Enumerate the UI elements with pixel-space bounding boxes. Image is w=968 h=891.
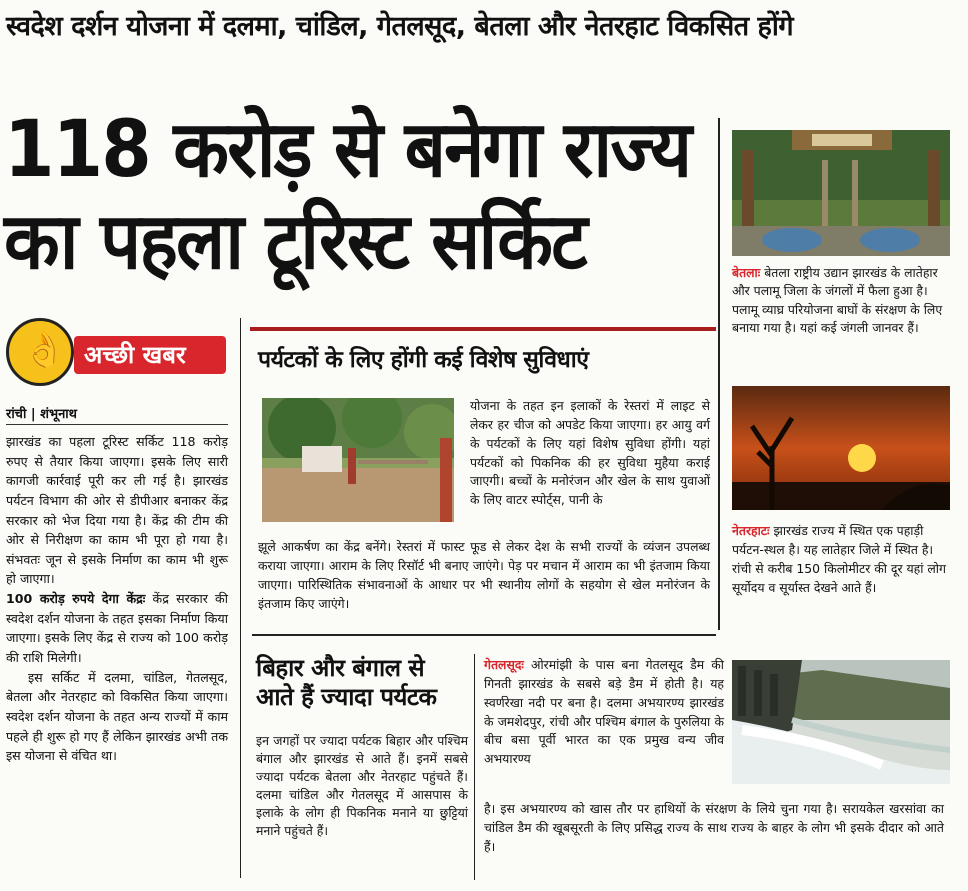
betla-text: बेतला राष्ट्रीय उद्यान झारखंड के लातेहार और पलामू जिला के जंगलों में फैला हुआ है। पलामू व्याघ्र परियोजना बाघों के संरक्षण के लिए बनाया गया है। यहां कई जंगली जानवर हैं। <box>732 265 943 336</box>
left-paragraph-2-lead: 100 करोड़ रुपये देगा केंद्रः <box>6 591 146 607</box>
getalsud-text <box>484 656 724 769</box>
getalsud-text-wide: है। इस अभयारण्य को खास तौर पर हाथियों के संरक्षण के लिये चुना गया है। सरायकेल खरसांवा का चांडिल डैम की खूबसूरती के लिए प्रसिद्ध राज्य के साथ राज्य के बाहर के लोग भी इसके दीदार को आते हैं। <box>484 801 944 854</box>
getalsud-label: गेतलसूदः <box>484 657 524 672</box>
column-rule-right <box>718 118 720 630</box>
netarhat-caption <box>732 522 950 597</box>
good-news-badge: अच्छी खबर <box>74 336 226 374</box>
left-paragraph-1: झारखंड का पहला टूरिस्ट सर्किट 118 करोड़ रुपए से तैयार किया जाएगा। इसके लिए सारी कागजी कार्रवाई पूरी कर ली गई है। झारखंड पर्यटन विभाग की ओर से डीपीआर बनाकर केंद्र सरकार को भेज दिया गया है। केंद्र की टीम की ओर से निरीक्षण का काम भी पूरा हो गया है। संभवतः जून से इसके निर्माण का काम भी शुरू हो जाएगा। <box>6 434 228 587</box>
betla-caption <box>732 264 950 337</box>
left-paragraph-2-text: केंद्र सरकार की स्वदेश दर्शन योजना के तहत इसका निर्माण किया जाएगा। इसके लिए केंद्र से राज्य को 100 करोड़ की राशि मिलेगी। <box>6 591 228 666</box>
headline <box>4 104 691 288</box>
section-top-bar <box>250 327 716 331</box>
betla-label: बेतलाः <box>732 265 761 280</box>
gate-photo <box>262 398 454 522</box>
bihar-heading: बिहार और बंगाल से आते हैं ज्यादा पर्यटक <box>256 654 437 711</box>
facilities-text-narrow: योजना के तहत इन इलाकों के रेस्तरां में लाइट से लेकर हर चीज को अपडेट किया जाएगा। हर आयु वर्ग के पर्यटकों के लिए यहां विशेष सुविधा होंगी। यहां पर्यटकों को पिकनिक की हर सुविधा मुहैया कराई जाएगी। बच्चों के मनोरंजन और खेल के साथ युवाओं के लिए वाटर स्पोर्ट्स, पानी के <box>470 398 710 508</box>
left-paragraph-3: इस सर्किट में दलमा, चांडिल, गेतलसूद, बेतला और नेतरहाट को विकसित किया जाएगा। स्वदेश दर्शन योजना के तहत अन्य राज्यों में काम पहले ही शुरू हो गए हैं लेकिन झारखंड अभी तक इस योजना से वंचित था। <box>6 669 228 764</box>
headline-line-1: 118 करोड़ से बनेगा राज्य <box>4 105 691 195</box>
section-divider <box>252 634 716 636</box>
facilities-heading: पर्यटकों के लिए होंगी कई विशेष सुविधाएं <box>258 347 589 373</box>
netarhat-text: झारखंड राज्य में स्थित एक पहाड़ी पर्यटन-स्थल है। यह लातेहार जिले में स्थित है। रांची से करीब 150 किलोमीटर की दूर यहां लोग सूर्योदय व सूर्यास्त देखने आते हैं। <box>732 523 946 595</box>
dateline-divider <box>6 424 228 425</box>
betla-gate-photo <box>732 130 950 256</box>
facilities-text-wide: झूले आकर्षण का केंद्र बनेंगे। रेस्तरां में फास्ट फूड से लेकर देश के सभी राज्यों के व्यंजन उपलब्ध कराया जाएगा। आराम के लिए रिसॉर्ट भी बनाए जाएंगे। पेड़ पर मचान में आराम का भी इंतजाम किया जाएगा। पारिस्थितिक संभावनाओं के आधार पर भी स्थानीय लोगों के सहयोग से खेल मनोरंजन के इंतजाम किए जाएंगे। <box>258 539 710 611</box>
getalsud-body: ओरमांझी के पास बना गेतलसूद डैम की गिनती झारखंड के सबसे बड़े डैम में होती है। यह स्वर्णरेखा नदी पर बना है। दलमा अभयारण्य झारखंड के जमशेदपुर, रांची और पश्चिम बंगाल के पुरुलिया के बीच बसा पूर्वी भारत का एक प्रमुख वन्य जीव अभयारण्य <box>484 657 724 767</box>
good-news-logo-icon <box>6 318 74 386</box>
ok-hand-icon: 👌 <box>23 330 66 370</box>
netarhat-sunset-photo <box>732 386 950 510</box>
headline-line-2: का पहला टूरिस्ट सर्किट <box>4 197 586 288</box>
kicker-line: स्वदेश दर्शन योजना में दलमा, चांडिल, गेतलसूद, बेतला और नेतरहाट विकसित होंगे <box>6 11 794 42</box>
bihar-column-rule <box>474 654 475 880</box>
left-article-body <box>6 432 228 766</box>
dam-photo <box>732 660 950 784</box>
dateline: रांची | शंभूनाथ <box>6 407 77 422</box>
column-rule-left <box>240 318 241 878</box>
netarhat-label: नेतरहाटः <box>732 523 770 538</box>
bihar-text: इन जगहों पर ज्यादा पर्यटक बिहार और पश्चिम बंगाल और झारखंड से आते हैं। इनमें सबसे ज्यादा पर्यटक बेतला और नेतरहाट पहुंचते हैं। दलमा चांडिल और गेतलसूद में आसपास के इलाके के लोग ही पिकनिक मनाने या छुट्टियां मनाने पहुंचते हैं। <box>256 733 468 838</box>
left-paragraph-2 <box>6 589 228 668</box>
